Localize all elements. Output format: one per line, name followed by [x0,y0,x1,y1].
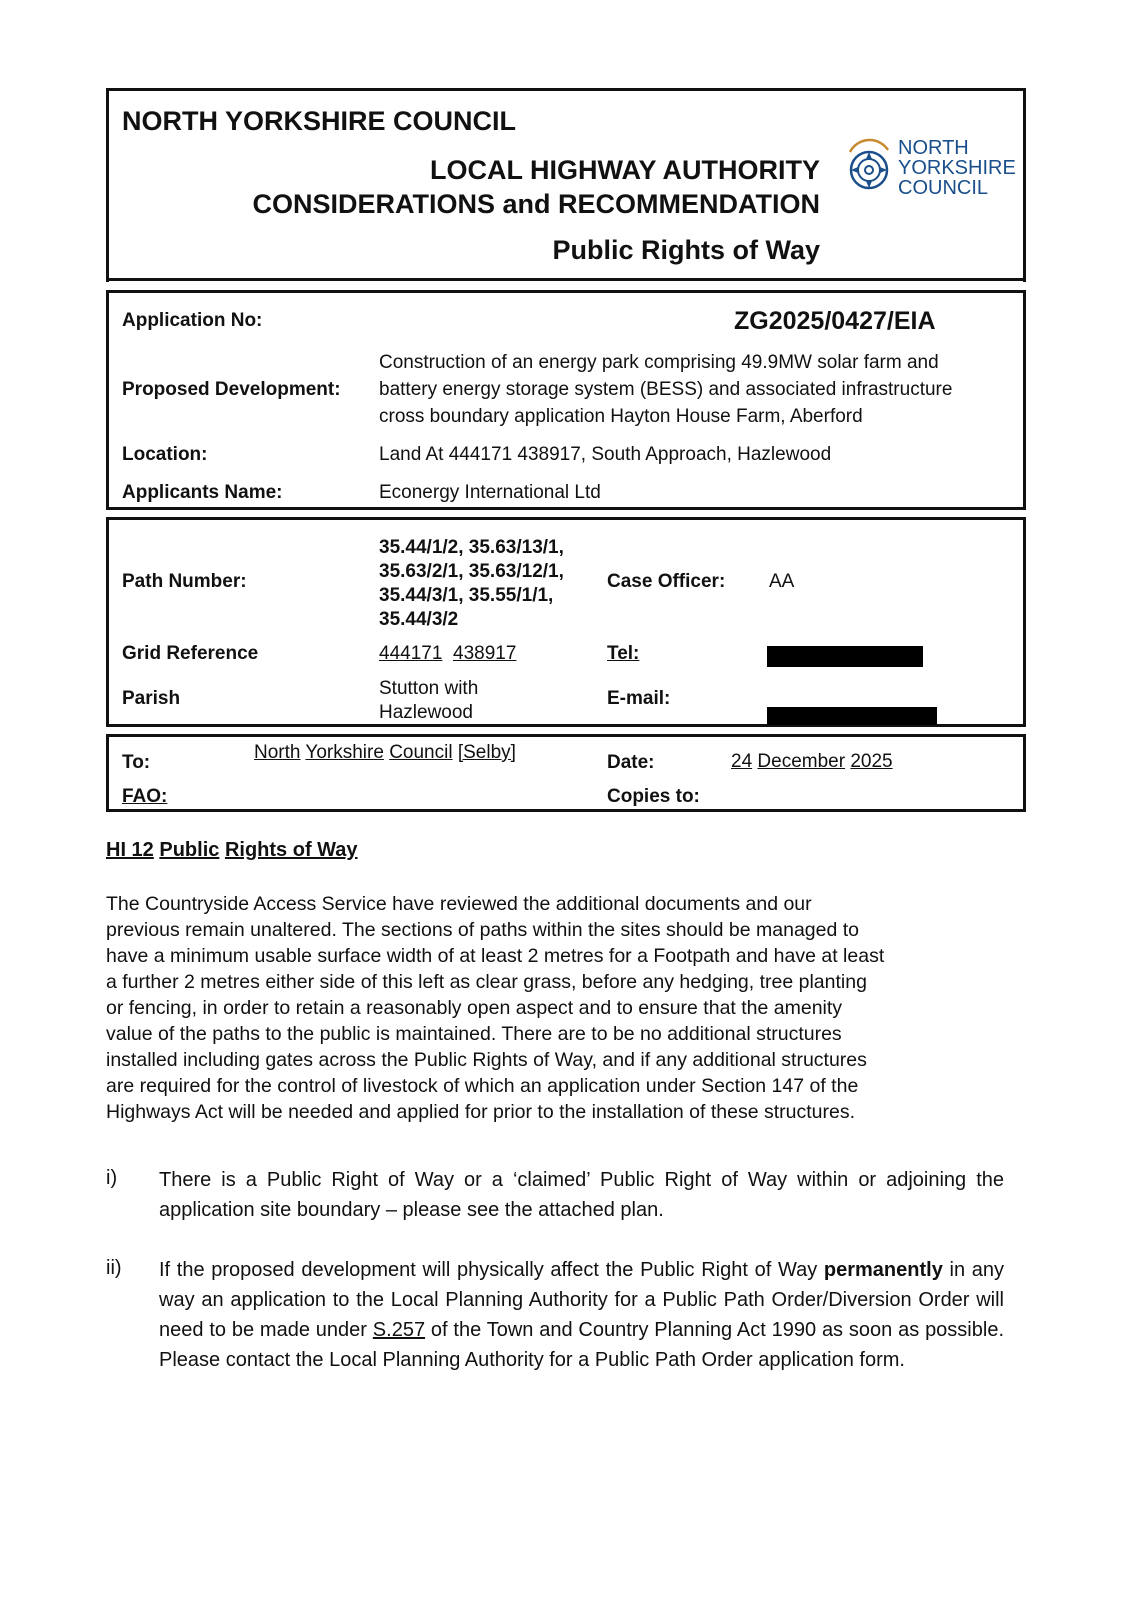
location-value: Land At 444171 438917, South Approach, Hazlewood [379,444,832,465]
header-bottom-border [106,278,1026,281]
grid-reference-easting: 444171 [379,643,443,664]
development-line-2: battery energy storage system (BESS) and associated infrastructure [379,379,953,400]
path-info-top-border [106,517,1026,520]
list-item-1-marker: i) [106,1167,118,1189]
application-top-border [106,290,1026,293]
tel-label: Tel: [607,643,640,664]
path-number-line-1: 35.44/1/2, 35.63/13/1, [379,537,564,558]
paragraph-line: or fencing, in order to retain a reasonably open aspect and to ensure that the amenity [106,997,843,1019]
location-label: Location: [122,444,208,465]
section-heading-code: HI 12 [106,839,154,861]
page-subtitle: Public Rights of Way [552,235,820,265]
applicant-value: Econergy International Ltd [379,482,601,503]
copies-to-label: Copies to: [607,786,700,807]
email-label: E-mail: [607,688,671,709]
case-officer-label: Case Officer: [607,571,726,592]
paragraph-line: Highways Act will be needed and applied for prior to the installation of these structures. [106,1101,856,1123]
list-item-2-part-c: of the Town and Country Planning Act 1990 as soon as possible. Please contact the Local Planning Authority for a Public Path Order application form. [159,1319,1004,1371]
development-line-1: Construction of an energy park comprising 49.9MW solar farm and [379,352,939,373]
routing-box [106,734,1026,812]
title-line-1: LOCAL HIGHWAY AUTHORITY [429,155,820,185]
parish-line-1: Stutton with [379,678,479,699]
logo-line-2: YORKSHIRE [898,157,1016,179]
application-number-label: Application No: [122,310,263,331]
path-number-line-3: 35.44/3/1, 35.55/1/1, [379,585,554,606]
list-item-1-text: There is a Public Right of Way or a ‘claimed’ Public Right of Way within or adjoining the application site boundary – please see the attached plan. [159,1169,1004,1221]
email-redaction [767,707,937,725]
paragraph-line: have a minimum usable surface width of at least 2 metres for a Footpath and have at least [106,945,885,967]
development-label: Proposed Development: [122,379,341,400]
to-value [254,742,516,764]
list-item-2-part-b: in any way an application to the Local Planning Authority for a Public Path Order/Diversion Order will need to be made under [159,1259,1005,1341]
development-line-3: cross boundary application Hayton House Farm, Aberford [379,406,863,427]
paragraph-line: a further 2 metres either side of this left as clear grass, before any hedging, tree planting [106,971,867,993]
section-heading [106,839,358,862]
date-year: 2025 [850,751,893,772]
header-top-border [106,88,1026,91]
grid-reference-label: Grid Reference [122,643,259,664]
parish-label: Parish [122,688,181,709]
list-item-2-emphasis: permanently [823,1259,943,1281]
date-label: Date: [607,752,655,773]
council-name: NORTH YORKSHIRE COUNCIL [122,106,517,136]
case-officer-value: AA [769,571,795,592]
path-info-box [106,517,1026,727]
date-day: 24 [731,751,753,772]
fao-label: FAO: [122,786,168,807]
to-label: To: [122,752,151,773]
routing-bottom-border [106,809,1026,812]
list-item-2-marker: ii) [106,1257,122,1279]
paragraph-line: are required for the control of livestock of which an application under Section 147 of the [106,1075,859,1097]
logo-line-3: COUNCIL [898,177,989,199]
to-word-3: Council [389,742,453,763]
path-number-line-2: 35.63/2/1, 35.63/12/1, [379,561,564,582]
grid-reference-northing: 438917 [453,643,517,664]
title-line-2: CONSIDERATIONS and RECOMMENDATION [252,189,820,219]
applicant-label: Applicants Name: [122,482,283,503]
path-number-label: Path Number: [122,571,247,592]
application-number-value: ZG2025/0427/EIA [734,307,936,335]
section-heading-word-2: Rights of Way [224,839,358,861]
to-word-4: [Selby] [457,742,516,763]
list-item-2-part-a: If the proposed development will physically affect the Public Right of Way [159,1259,818,1281]
date-month: December [757,751,846,772]
paragraph-line: The Countryside Access Service have reviewed the additional documents and our [106,893,812,915]
section-heading-word-1: Public [159,839,220,861]
routing-top-border [106,734,1026,737]
logo-line-1: NORTH [898,137,969,159]
paragraph-line: previous remain unaltered. The sections of paths within the sites should be managed to [106,919,860,941]
body-paragraph [106,891,1026,1125]
council-logo [844,136,1016,202]
application-bottom-border [106,507,1026,510]
list-item-2-reference: S.257 [372,1319,426,1341]
parish-line-2: Hazlewood [379,702,473,723]
path-number-line-4: 35.44/3/2 [379,609,459,630]
paragraph-line: installed including gates across the Public Rights of Way, and if any additional structures [106,1049,867,1071]
tel-redaction [767,646,923,667]
date-value [731,751,893,773]
to-word-2: Yorkshire [305,742,384,763]
list-item-2-text [159,1255,1004,1375]
to-word-1: North [254,742,301,763]
rose-emblem-icon [844,138,894,194]
paragraph-line: value of the paths to the public is maintained. There are to be no additional structures [106,1023,842,1045]
